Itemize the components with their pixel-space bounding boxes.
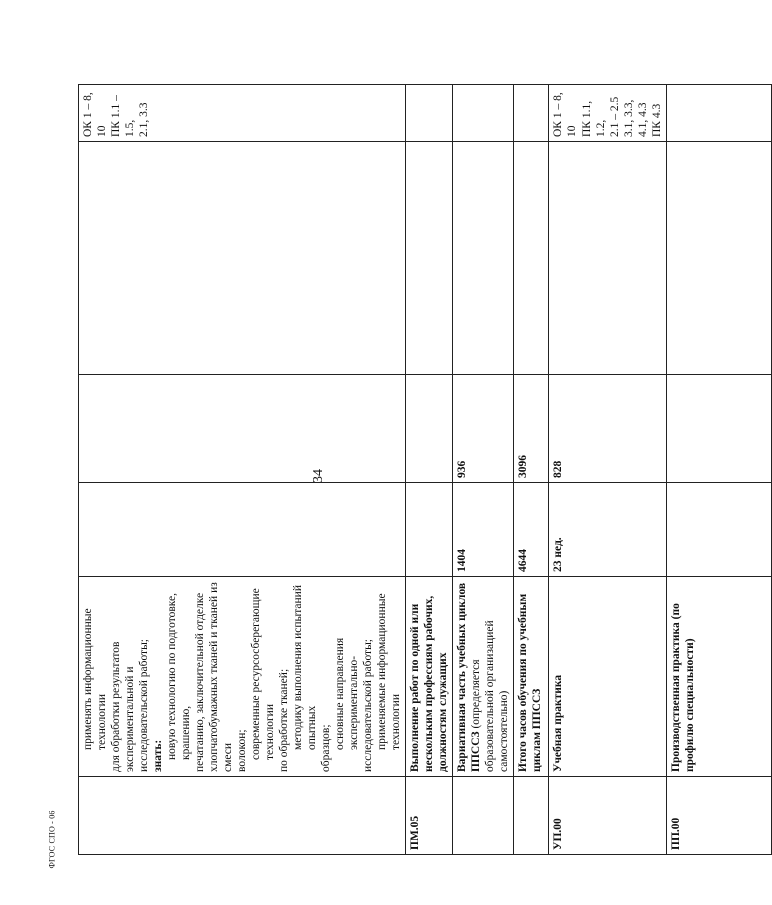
index-cell: ПМ.05 [406,777,453,855]
hours-cell [666,375,771,483]
discipline-cell [453,142,514,375]
hours-cell: 936 [453,375,514,483]
competences-cell [406,85,453,142]
content-line: печатанию, заключительной отделке [194,592,207,772]
content-line: хлопчатобумажных тканей и тканей из смеси [208,582,235,772]
content-line: применяемые информационные технологии [376,593,403,750]
max-hours-cell [79,483,406,577]
content-cell [79,577,406,777]
max-hours-cell: 23 нед. [549,483,666,577]
table-row [514,85,549,855]
content-line: применять информационные технологии [82,608,109,750]
index-cell [453,777,514,855]
content-line: образцов; [320,724,333,772]
table-row [453,85,514,855]
content-cell: Производственная практика (по профилю специальности) [666,577,771,777]
discipline-cell [79,142,406,375]
content-line: современные ресурсосберегающие технологии [250,588,277,760]
content-cell [453,577,514,777]
footer-code: ФГОС СПО - 06 [47,810,57,869]
content-line: исследовательской работы; [138,639,151,772]
rotated-table-inner [78,85,696,855]
competences-cell [514,85,549,142]
table-row [549,85,666,855]
content-line: основные направления экспериментально- [334,637,361,750]
content-line: для обработки результатов экспериментальной и [110,641,137,772]
index-cell [514,777,549,855]
discipline-cell [514,142,549,375]
hours-cell: 3096 [514,375,549,483]
hours-cell [79,375,406,483]
max-hours-cell [406,483,453,577]
max-hours-cell: 1404 [453,483,514,577]
discipline-cell [406,142,453,375]
discipline-cell [549,142,666,375]
content-rest: (определяется образовательной организацией самостоятельно) [470,620,511,772]
max-hours-cell: 4644 [514,483,549,577]
table-row [79,85,406,855]
content-line: методику выполнения испытаний опытных [292,585,319,750]
content-line: знать: [152,739,165,772]
index-cell: ПП.00 [666,777,771,855]
content-line: по обработке тканей; [278,668,291,772]
competences-cell: ОК 1 – 8, 10 ПК 1.1 – 1.5, 2.1, 3.3 [79,85,406,142]
table-row [666,85,771,855]
hours-cell [406,375,453,483]
index-cell: УП.00 [549,777,666,855]
index-cell [79,777,406,855]
content-line: волокон; [236,729,249,772]
content-bold: Вариативная часть учебных циклов ППССЗ [456,582,483,772]
hours-cell: 828 [549,375,666,483]
page-number: 34 [311,469,326,483]
curriculum-table [78,84,772,855]
content-cell: Выполнение работ по одной или нескольким профессиям рабочих, должностям служащих [406,577,453,777]
content-cell: Учебная практика [549,577,666,777]
content-line: исследовательской работы; [362,639,375,772]
content-line: новую технологию по подготовке, крашению, [166,592,193,760]
max-hours-cell [666,483,771,577]
competences-cell: ОК 1 – 8, 10 ПК 1.1, 1.2, 2.1 – 2.5 3.1, 3.3, 4.1, 4.3 ПК 4.3 [549,85,666,142]
table-row [406,85,453,855]
competences-cell [453,85,514,142]
rotated-table-frame [78,85,696,855]
competences-cell [666,85,771,142]
content-cell: Итого часов обучения по учебным циклам ППССЗ [514,577,549,777]
discipline-cell [666,142,771,375]
